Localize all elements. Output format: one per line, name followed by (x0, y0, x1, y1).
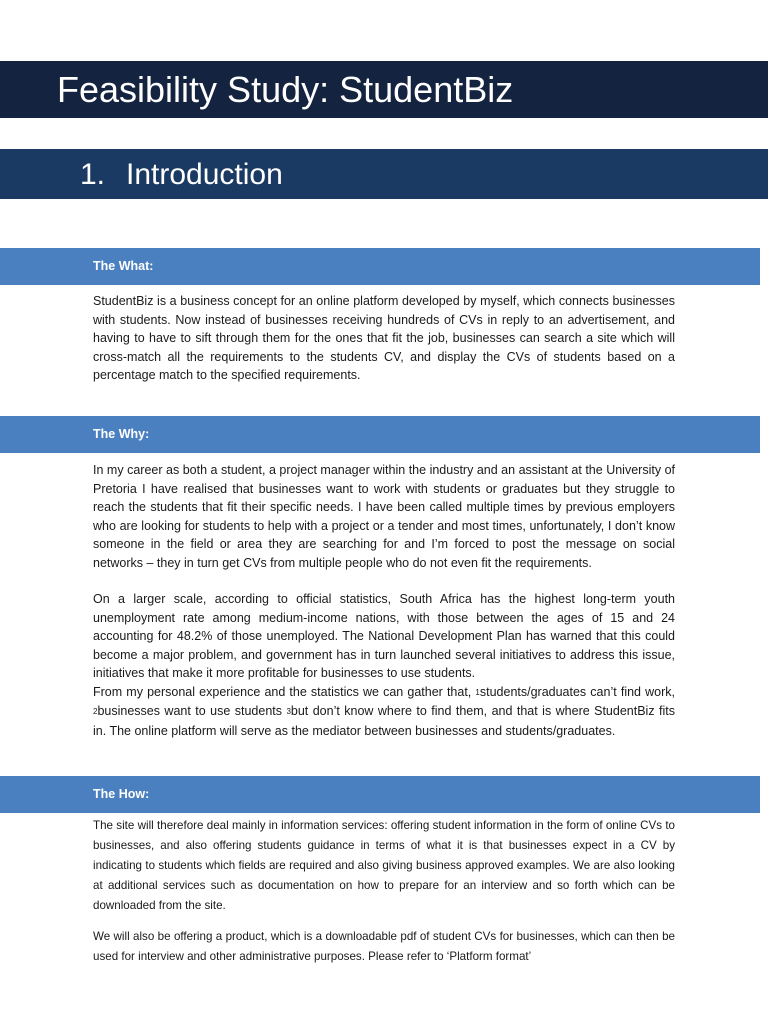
chapter-title: Introduction (126, 158, 283, 191)
section-heading-how: The How: (0, 776, 760, 813)
chapter-heading (0, 149, 768, 199)
footnote-marker: 3 (286, 707, 291, 716)
chapter-number: 1. (80, 158, 106, 191)
section-body-how (93, 816, 675, 967)
footnote-marker: 2 (93, 707, 98, 716)
paragraph-lead: From my personal experience and the statistics we can gather that, (93, 684, 476, 699)
paragraph (93, 683, 675, 741)
section-heading-what: The What: (0, 248, 760, 285)
paragraph-part: businesses want to use students (97, 704, 287, 718)
document-title: Feasibility Study: StudentBiz (0, 61, 768, 118)
paragraph: In my career as both a student, a project manager within the industry and an assistant at the University of Pretoria I have realised that businesses want to work with students or graduates but they struggle to reach the students that fit their specific needs. I have been called multiple times by previous employers who are looking for students to help with a project or a tender and most times, unfortunately, I don’t know someone in the field or area they are searching for and I’m forced to post the message on social networks – they in turn get CVs from multiple people who do not even fit the requirements. (93, 463, 675, 570)
paragraph: We will also be offering a product, which is a downloadable pdf of student CVs for businesses, which can then be used for interview and other administrative purposes. Please refer to ‘Platform format’ (93, 930, 675, 963)
paragraph: StudentBiz is a business concept for an online platform developed by myself, which connects businesses with students. Now instead of businesses receiving hundreds of CVs in reply to an advertisement, and having to have to sift through them for the ones that fit the job, businesses can search a site which will cross-match all the requirements to the students CV, and display the CVs of students based on a percentage match to the specified requirements. (93, 294, 675, 382)
section-body-what (93, 292, 675, 385)
paragraph: On a larger scale, according to official statistics, South Africa has the highest long-term youth unemployment rate among medium-income nations, with those between the ages of 15 and 24 accounting for 48.2% of those unemployed. The National Development Plan has warned that this could become a major problem, and government has in turn launched several initiatives to address this issue, initiatives that make it more profitable for businesses to use students. (93, 592, 675, 680)
section-body-why (93, 461, 675, 740)
paragraph: The site will therefore deal mainly in information services: offering student information in the form of online CVs to businesses, and also offering students guidance in terms of what it is that businesses expect in a CV by indicating to students which fields are required and also giving business approved examples. We are also looking at additional services such as documentation on how to prepare for an interview and so forth which can be downloaded from the site. (93, 819, 675, 912)
footnote-marker: 1 (475, 687, 480, 697)
paragraph-part: but don’t know where to find them, and that is where StudentBiz fits in. The online platform will serve as the mediator between businesses and students/graduates. (93, 704, 675, 738)
section-heading-why: The Why: (0, 416, 760, 453)
paragraph-part: students/graduates can’t find work, (479, 684, 675, 699)
